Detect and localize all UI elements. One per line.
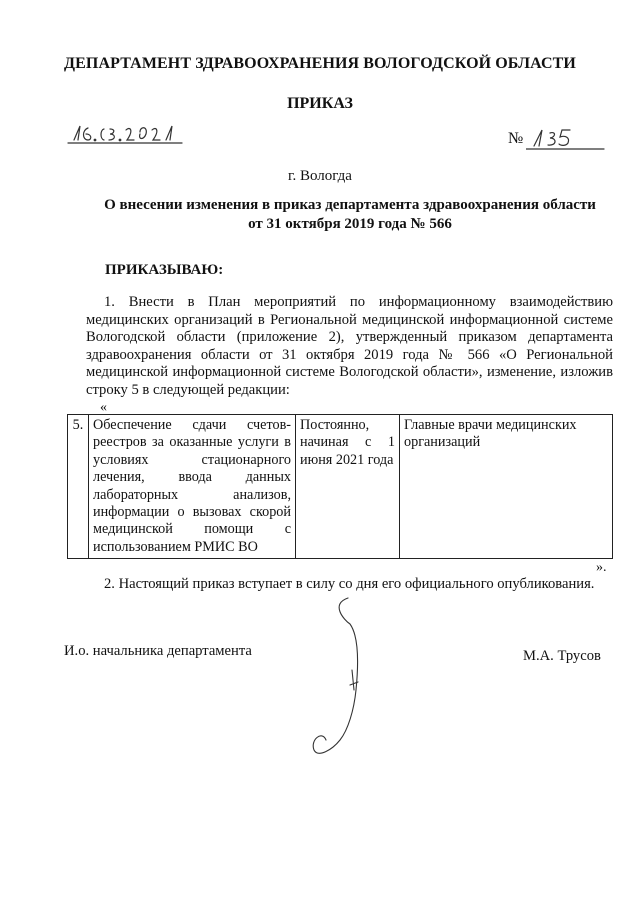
city: г. Вологда bbox=[288, 168, 352, 184]
row-term: Постоянно, начиная с 1 июня 2021 года bbox=[296, 415, 400, 559]
amended-row-table bbox=[67, 414, 613, 559]
handwritten-signature bbox=[300, 590, 380, 770]
row-number: 5. bbox=[68, 415, 89, 559]
document-type: ПРИКАЗ bbox=[287, 95, 353, 112]
paragraph-1-text: 1. Внести в План мероприятий по информационному взаимодействию медицинских организаций в Региональной медицинской информационной системе Вологодской области (приложение 2), утвержденный приказом департамента здравоохранения области от 31 октября 2019 года № 566 «О Региональной медицинской информационной системе Вологодской области», изменение, изложив строку 5 в следующей редакции: bbox=[86, 294, 613, 398]
subject-line-1: О внесении изменения в приказ департамента здравоохранения области bbox=[104, 197, 596, 213]
handwritten-date bbox=[64, 120, 184, 146]
subject-line-2: от 31 октября 2019 года № 566 bbox=[248, 216, 452, 232]
handwritten-order-number bbox=[526, 124, 606, 152]
order-number-label: № bbox=[508, 130, 524, 147]
table-row bbox=[68, 415, 613, 559]
paragraph-1 bbox=[86, 294, 613, 400]
order-word: ПРИКАЗЫВАЮ: bbox=[105, 262, 224, 278]
row-activity: Обеспечение сдачи счетов-реестров за оказанные услуги в условиях стационарного лечения, ввода данных лабораторных анализов, информации о вызовах скорой медицинской помощи с использованием РМИС ВО bbox=[89, 415, 296, 559]
department-header: ДЕПАРТАМЕНТ ЗДРАВООХРАНЕНИЯ ВОЛОГОДСКОЙ ОБЛАСТИ bbox=[64, 55, 576, 72]
row-responsible: Главные врачи медицинских организаций bbox=[400, 415, 613, 559]
signatory-position: И.о. начальника департамента bbox=[64, 643, 252, 659]
order-subject bbox=[90, 196, 610, 234]
signatory-name: М.А. Трусов bbox=[523, 648, 601, 664]
quote-open: « bbox=[100, 400, 107, 415]
quote-close: ». bbox=[596, 560, 607, 575]
paragraph-2: 2. Настоящий приказ вступает в силу со дня его официального опубликования. bbox=[104, 576, 595, 592]
